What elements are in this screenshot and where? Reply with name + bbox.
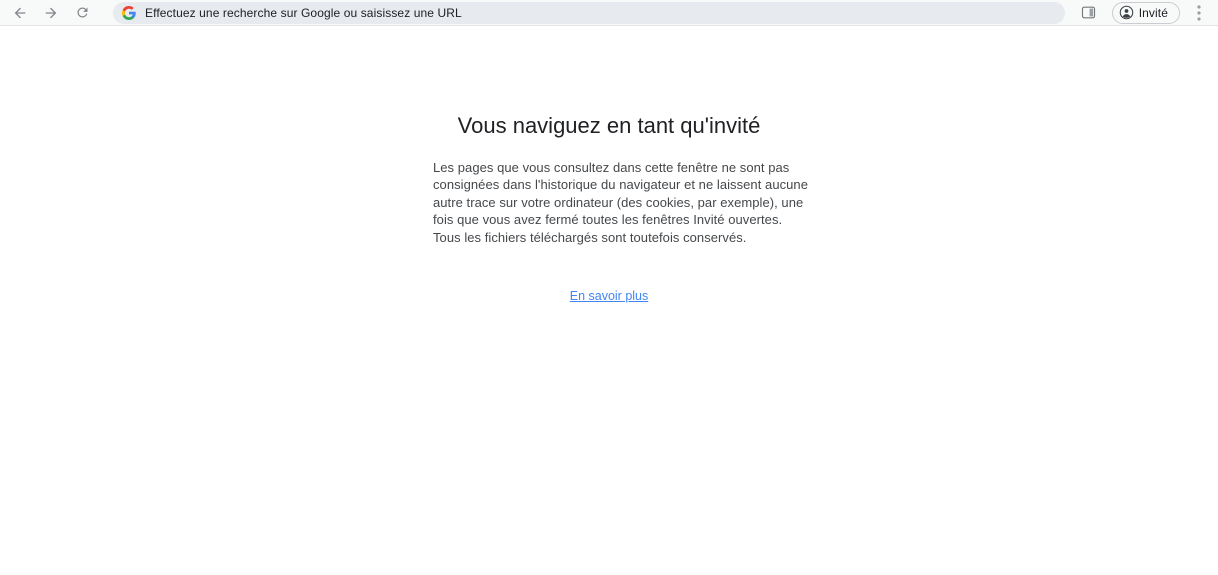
forward-button[interactable]: [42, 4, 60, 22]
reload-button[interactable]: [73, 4, 91, 22]
guest-profile-label: Invité: [1138, 5, 1168, 20]
guest-profile-button[interactable]: [1112, 2, 1180, 24]
browser-toolbar: [0, 0, 1218, 26]
reload-icon: [75, 5, 90, 20]
back-button[interactable]: [11, 4, 29, 22]
description-line: autre trace sur votre ordinateur (des cookies, par exemple), une: [433, 194, 804, 210]
description-line: Tous les fichiers téléchargés sont toutefois conservés.: [433, 229, 747, 245]
description-line: fois que vous avez fermé toutes les fenêtres Invité ouvertes.: [433, 212, 783, 228]
forward-arrow-icon: [43, 5, 59, 21]
side-panel-button[interactable]: [1079, 3, 1099, 23]
description-line: consignées dans l'historique du navigateur et ne laissent aucune: [433, 177, 808, 193]
guest-mode-content: [433, 111, 808, 305]
learn-more-link[interactable]: En savoir plus: [569, 289, 649, 304]
guest-avatar-icon: [1119, 5, 1134, 20]
guest-mode-description: [433, 159, 808, 246]
side-panel-icon: [1080, 4, 1097, 21]
address-bar-placeholder: Effectuez une recherche sur Google ou saisissez une URL: [145, 5, 462, 20]
browser-menu-button[interactable]: [1192, 3, 1206, 23]
google-logo-icon: [122, 6, 136, 20]
description-line: Les pages que vous consultez dans cette fenêtre ne sont pas: [433, 160, 790, 175]
back-arrow-icon: [12, 5, 28, 21]
learn-more-container: [433, 287, 785, 305]
page-title: Vous naviguez en tant qu'invité: [457, 113, 761, 138]
three-dots-menu-icon: [1197, 5, 1201, 21]
address-bar[interactable]: [113, 2, 1065, 24]
